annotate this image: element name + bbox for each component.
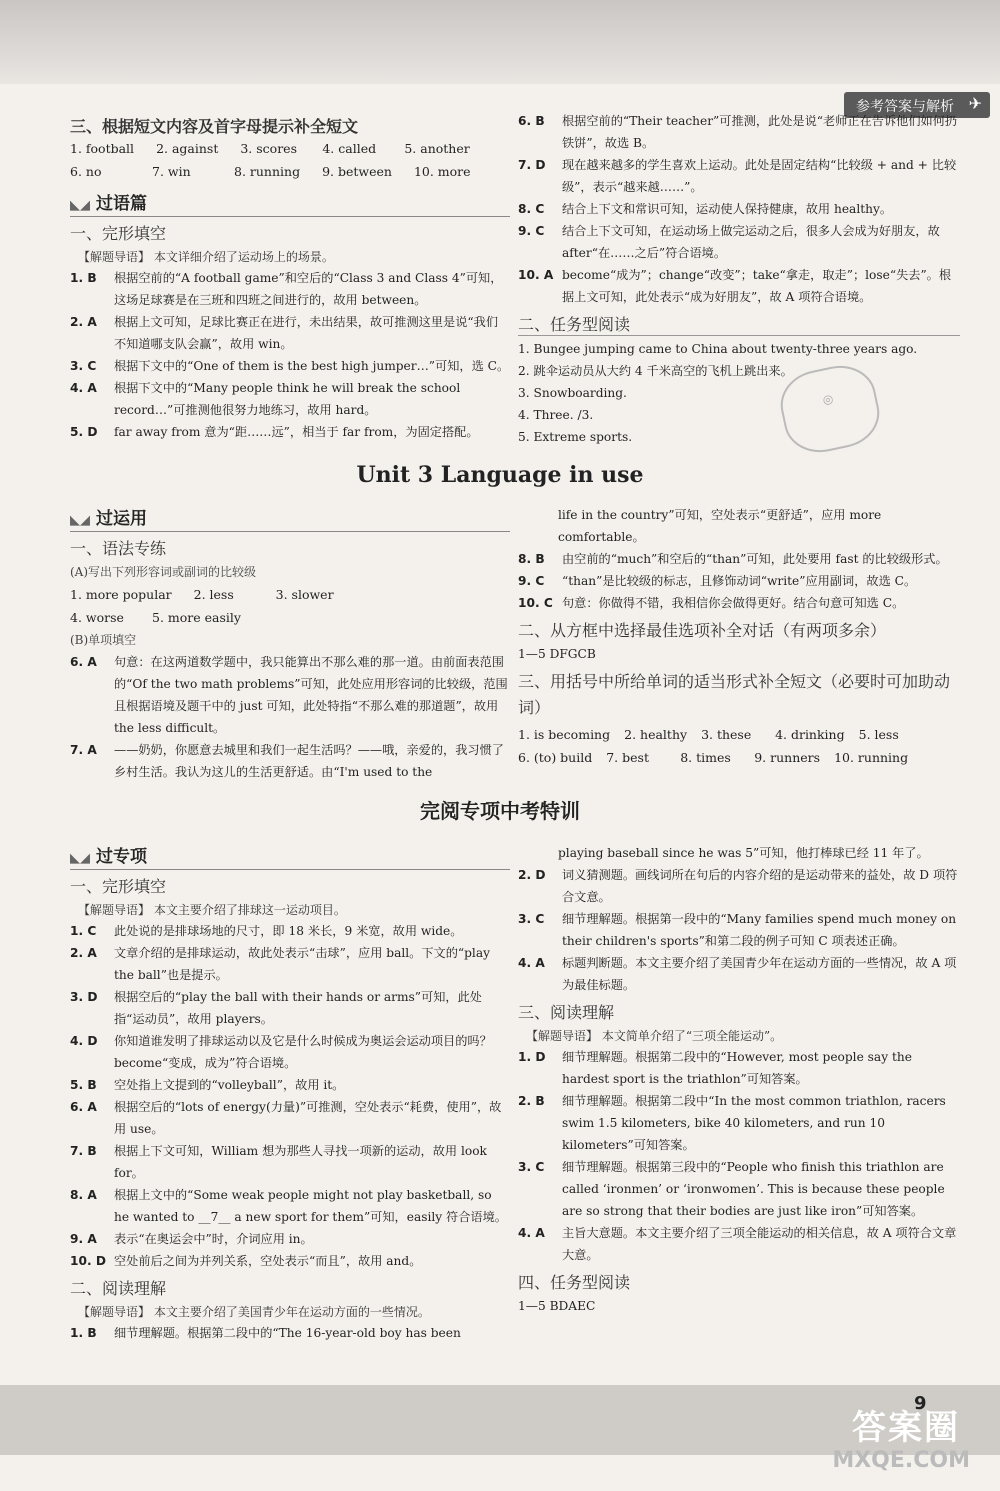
answer-item <box>518 264 960 308</box>
item-number: 7. A <box>70 743 97 757</box>
answer-item <box>518 1156 960 1222</box>
item-text: 细节理解题。根据第二段中“In the most common triathlon, racers swim 1.5 kilometers, bike 40 kilometers, and run 10 kilometers”可知答案。 <box>562 1094 946 1152</box>
item-number: 4. D <box>70 1034 98 1048</box>
subsection-title: 一、语法专练 <box>70 539 167 558</box>
item-text: become“成为”；change“改变”；take“拿走，取走”；lose“失去”。根据上文可知，此处表示“成为好朋友”，故 A 项符合语境。 <box>562 268 952 304</box>
item-text: 根据上文中的“Some weak people might not play basketball, so he wanted to __7__ a new sport for them”可知，easily 符合语境。 <box>114 1188 507 1224</box>
page-number: 9 <box>914 1393 927 1414</box>
answer-item <box>518 548 960 570</box>
answer-item <box>70 1228 510 1250</box>
item-number: 8. B <box>518 552 545 566</box>
item-text: 文章介绍的是排球运动，故此处表示“击球”，应用 ball。下文的“play the ball”也是提示。 <box>114 946 490 982</box>
special-title: 完阅专项中考特训 <box>420 799 580 823</box>
item-number: 1. C <box>70 924 97 938</box>
item-number: 4. A <box>518 1226 545 1240</box>
answer-item <box>518 908 960 952</box>
item-number: 6. A <box>70 655 97 669</box>
item-text: 细节理解题。根据第一段中的“Many families spend much money on their children's sports”和第二段的例子可知 C 项表述正确。 <box>562 912 957 948</box>
answer-list <box>518 864 960 996</box>
item-number: 3. C <box>518 1160 545 1174</box>
answer-item: 3. slower <box>275 587 334 602</box>
answer-item: 6. (to) build <box>518 750 593 765</box>
section-title: ◣◢ 过专项 <box>70 842 510 870</box>
answer-item: 8. times <box>680 750 731 765</box>
answer-list <box>70 267 510 443</box>
right-column-2 <box>518 504 960 769</box>
item-text: 细节理解题。根据第二段中的“However, most people say the hardest sport is the triathlon”可知答案。 <box>562 1050 912 1086</box>
subsection-title: 三、用括号中所给单词的适当形式补全短文（必要时可加助动词） <box>518 672 951 717</box>
answer-item: 1. football <box>70 141 135 156</box>
item-number: 8. C <box>518 202 545 216</box>
item-text: 根据空后的“play the ball with their hands or arms”可知，此处指“运动员”，故用 players。 <box>114 990 482 1026</box>
item-text: 标题判断题。本文主要介绍了美国青少年在运动方面的一些情况，故 A 项为最佳标题。 <box>562 956 957 992</box>
answer-item <box>70 1250 510 1272</box>
part-label: (B)单项填空 <box>70 633 137 647</box>
item-text: 现在越来越多的学生喜欢上运动。此处是固定结构“比较级 + and + 比较级”，表示“越来越……”。 <box>562 158 957 194</box>
answer-row <box>70 160 510 183</box>
item-number: 1. D <box>518 1050 546 1064</box>
item-text: 空处前后之间为并列关系，空处表示“而且”，故用 and。 <box>114 1254 422 1268</box>
answer-item: 10. more <box>413 164 471 179</box>
answer-list <box>70 651 510 783</box>
answer-item: 9. between <box>322 164 392 179</box>
answer-row <box>70 606 510 629</box>
answer-item: 3. these <box>701 727 752 742</box>
watermark-logo: 答案圈 <box>852 1408 960 1448</box>
answer-item <box>70 1074 510 1096</box>
item-number: 10. D <box>70 1254 106 1268</box>
answer-item <box>70 1096 510 1140</box>
item-text: 根据上文可知，足球比赛正在进行，未出结果，故可推测这里是说“我们不知道哪支队会赢”，故用 win。 <box>114 315 499 351</box>
answer-item: 10. running <box>834 750 909 765</box>
item-text: 表示“在奥运会中”时，介词应用 in。 <box>114 1232 313 1246</box>
answer-item <box>70 651 510 739</box>
item-text: 结合上下文可知，在运动场上做完运动之后，很多人会成为好朋友，故 after“在……之后”符合语境。 <box>562 224 940 260</box>
right-column-3 <box>518 842 960 1317</box>
answer-item: 7. win <box>152 164 191 179</box>
item-number: 4. A <box>70 381 97 395</box>
answer-item: 9. runners <box>754 750 821 765</box>
answer-line: 1—5 DFGCB <box>518 647 596 661</box>
continued-text: life in the country”可知，空处表示“更舒适”，应用 more comfortable。 <box>558 508 882 544</box>
item-text: 句意：在这两道数学题中，我只能算出不那么难的那一道。由前面表范围的“Of the two math problems”可知，此处应用形容词的比较级，范围且根据语境及题干中的 just 可知，此处特指“不那么难的那道题”，故用 the less difficult。 <box>114 655 508 735</box>
subsection-title: 一、完形填空 <box>70 224 167 243</box>
item-text: “than”是比较级的标志，且修饰动词“write”应用副词，故选 C。 <box>562 574 917 588</box>
watermark-url: MXQE.COM <box>832 1448 970 1473</box>
answer-row <box>518 723 960 746</box>
footer-band <box>0 1385 1000 1455</box>
continued-text: playing baseball since he was 5”可知，他打棒球已经 11 年了。 <box>558 846 929 860</box>
answer-item: 2. healthy <box>624 727 688 742</box>
item-number: 2. A <box>70 315 97 329</box>
item-text: 主旨大意题。本文主要介绍了三项全能运动的相关信息，故 A 项符合文章大意。 <box>562 1226 957 1262</box>
answer-item: 2. against <box>156 141 219 156</box>
answer-line: 1—5 BDAEC <box>518 1299 596 1313</box>
answer-row <box>518 746 960 769</box>
answer-item <box>70 267 510 311</box>
answer-item: 4. drinking <box>775 727 845 742</box>
answer-item: 3. scores <box>240 141 297 156</box>
answer-item: 8. running <box>234 164 301 179</box>
item-text: 细节理解题。根据第三段中的“People who finish this triathlon are called ‘ironmen’ or ‘ironwomen’. This is because these people are so strong that their bodies are just like iron”可知答案。 <box>562 1160 945 1218</box>
answer-item <box>70 942 510 986</box>
item-number: 1. B <box>70 271 97 285</box>
answer-item: 5. more easily <box>152 610 241 625</box>
answer-item <box>70 1184 510 1228</box>
answer-list <box>70 920 510 1272</box>
answer-item <box>518 220 960 264</box>
item-number: 5. B <box>70 1078 97 1092</box>
item-number: 6. A <box>70 1100 97 1114</box>
subsection-title: 四、任务型阅读 <box>518 1273 631 1292</box>
guide-text: 【解题导语】 本文主要介绍了排球这一运动项目。 <box>78 903 346 917</box>
answer-item <box>70 377 510 421</box>
answer-item <box>518 154 960 198</box>
item-text: 由空前的“much”和空后的“than”可知，此处要用 fast 的比较级形式。 <box>562 552 948 566</box>
left-column-1 <box>70 110 510 443</box>
answer-item: 2. less <box>193 587 234 602</box>
task-answer: 4. Three. /3. <box>518 408 594 422</box>
item-text: 根据空后的“lots of energy(力量)”可推测，空处表示“耗费，使用”，故用 use。 <box>114 1100 502 1136</box>
answer-item: 1. is becoming <box>518 727 611 742</box>
answer-item: 5. less <box>858 727 899 742</box>
task-answer: 2. 跳伞运动员从大约 4 千米高空的飞机上跳出来。 <box>518 364 793 378</box>
section-title: ◣◢ 过语篇 <box>70 189 510 217</box>
right-column-1 <box>518 110 960 448</box>
subsection-title: 二、从方框中选择最佳选项补全对话（有两项多余） <box>518 621 887 640</box>
item-number: 5. D <box>70 425 98 439</box>
item-number: 9. C <box>518 574 545 588</box>
item-text: 根据空前的“Their teacher”可推测，此处是说“老师正在告诉他们如何扔铁饼”，故选 B。 <box>562 114 958 150</box>
wing-icon: ◣◢ <box>70 513 90 528</box>
answer-item: 4. called <box>322 141 377 156</box>
answer-item <box>518 592 960 614</box>
section-title: ◣◢ 过运用 <box>70 504 510 532</box>
part-label: (A)写出下列形容词或副词的比较级 <box>70 565 257 579</box>
item-number: 3. C <box>70 359 97 373</box>
section-heading: 三、根据短文内容及首字母提示补全短文 <box>70 117 359 136</box>
guide-text: 【解题导语】 本文主要介绍了美国青少年在运动方面的一些情况。 <box>78 1305 430 1319</box>
item-text: 根据上下文可知，William 想为那些人寻找一项新的运动，故用 look for。 <box>114 1144 487 1180</box>
task-answer: 3. Snowboarding. <box>518 386 627 400</box>
answer-item <box>70 1322 510 1344</box>
item-number: 2. B <box>518 1094 545 1108</box>
answer-item <box>518 864 960 908</box>
answer-item <box>518 570 960 592</box>
header-tag: 参考答案与解析 ✈ <box>844 92 990 118</box>
answer-item <box>518 1090 960 1156</box>
answer-item: 7. best <box>606 750 649 765</box>
item-number: 3. D <box>70 990 98 1004</box>
item-number: 4. A <box>518 956 545 970</box>
answer-item: 5. another <box>404 141 470 156</box>
guide-text: 【解题导语】 本文简单介绍了“三项全能运动”。 <box>526 1029 783 1043</box>
item-number: 3. C <box>518 912 545 926</box>
item-text: 细节理解题。根据第二段中的“The 16-year-old boy has been <box>114 1326 461 1340</box>
item-text: far away from 意为“距……远”，相当于 far from，为固定搭配。 <box>114 425 479 439</box>
item-number: 9. C <box>518 224 545 238</box>
answer-item <box>518 1222 960 1266</box>
item-number: 2. D <box>518 868 546 882</box>
item-text: ——奶奶，你愿意去城里和我们一起生活吗？——哦，亲爱的，我习惯了乡村生活。我认为这儿的生活更舒适。由“I'm used to the <box>114 743 504 779</box>
item-text: 此处说的是排球场地的尺寸，即 18 米长，9 米宽，故用 wide。 <box>114 924 463 938</box>
task-answer: 5. Extreme sports. <box>518 430 633 444</box>
item-text: 结合上下文和常识可知，运动使人保持健康，故用 healthy。 <box>562 202 893 216</box>
wing-icon: ◣◢ <box>70 198 90 213</box>
answer-row <box>70 137 510 160</box>
answer-item <box>518 1046 960 1090</box>
answer-item <box>70 1030 510 1074</box>
subsection-title: 一、完形填空 <box>70 877 167 896</box>
answer-item <box>70 355 510 377</box>
item-number: 1. B <box>70 1326 97 1340</box>
answer-list <box>518 1046 960 1266</box>
answer-list <box>70 1322 510 1344</box>
top-band <box>0 0 1000 84</box>
answer-item <box>70 311 510 355</box>
subsection-title: 二、任务型阅读 <box>518 312 960 336</box>
stamp: ◎ <box>775 359 886 459</box>
item-number: 6. B <box>518 114 545 128</box>
guide-text: 【解题导语】 本文详细介绍了运动场上的场景。 <box>78 250 334 264</box>
answer-item <box>518 198 960 220</box>
answer-item <box>518 952 960 996</box>
item-text: 根据下文中的“One of them is the best high jumper…”可知，选 C。 <box>114 359 510 373</box>
left-column-2 <box>70 498 510 783</box>
answer-item <box>70 421 510 443</box>
subsection-title: 三、阅读理解 <box>518 1003 615 1022</box>
answer-item: 4. worse <box>70 610 124 625</box>
answer-item <box>70 1140 510 1184</box>
item-text: 词义猜测题。画线词所在句后的内容介绍的是运动带来的益处，故 D 项符合文意。 <box>562 868 958 904</box>
answer-row <box>70 583 510 606</box>
item-text: 你知道谁发明了排球运动以及它是什么时候成为奥运会运动项目的吗？become“变成，成为”符合语境。 <box>114 1034 492 1070</box>
item-number: 10. C <box>518 596 553 610</box>
item-number: 10. A <box>518 268 554 282</box>
item-text: 根据空前的“A football game”和空后的“Class 3 and Class 4”可知，这场足球赛是在三班和四班之间进行的，故用 between。 <box>114 271 503 307</box>
subsection-title: 二、阅读理解 <box>70 1279 167 1298</box>
left-column-3 <box>70 836 510 1344</box>
item-number: 7. B <box>70 1144 97 1158</box>
item-number: 2. A <box>70 946 97 960</box>
item-text: 空处指上文提到的“volleyball”，故用 it。 <box>114 1078 345 1092</box>
item-text: 根据下文中的“Many people think he will break the school record…”可推测他很努力地练习，故用 hard。 <box>114 381 461 417</box>
answer-list <box>518 548 960 614</box>
item-number: 9. A <box>70 1232 97 1246</box>
answer-item: 1. more popular <box>70 587 172 602</box>
item-text: 句意：你做得不错，我相信你会做得更好。结合句意可知选 C。 <box>562 596 905 610</box>
answer-item <box>70 920 510 942</box>
unit-title: Unit 3 Language in use <box>356 462 644 488</box>
answer-list <box>518 110 960 308</box>
answer-item: 6. no <box>70 164 102 179</box>
task-answer: 1. Bungee jumping came to China about twenty-three years ago. <box>518 342 918 356</box>
answer-item <box>518 110 960 154</box>
answer-item <box>70 986 510 1030</box>
item-number: 7. D <box>518 158 546 172</box>
wing-icon: ◣◢ <box>70 851 90 866</box>
item-number: 8. A <box>70 1188 97 1202</box>
rocket-icon: ✈ <box>968 94 982 113</box>
task-list <box>518 338 960 448</box>
answer-item <box>70 739 510 783</box>
